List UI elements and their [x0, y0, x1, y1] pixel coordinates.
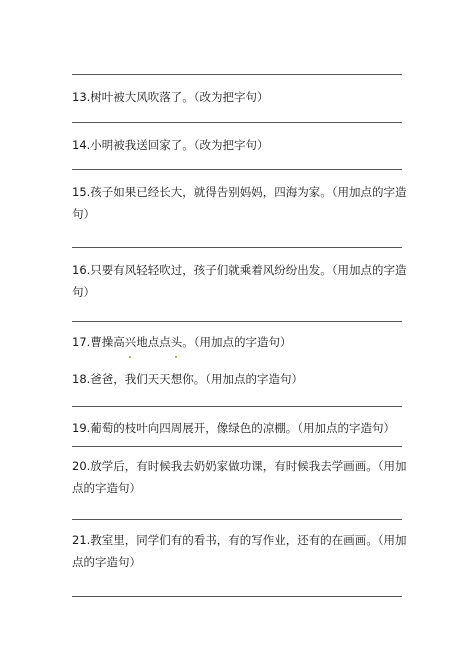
question-text: 孩子如果已经长大，就得告别妈妈，四海为家。（用加点的字造句） — [72, 185, 407, 221]
question-text: 教室里，同学们有的看书，有的写作业，还有的在画画。（用加点的字造句） — [72, 533, 407, 569]
question-text: 放学后，有时候我去奶奶家做功课，有时候我去学画画。（用加点的字造句） — [72, 459, 407, 495]
question-13 — [72, 86, 407, 108]
question-14 — [72, 134, 407, 156]
answer-line — [72, 519, 402, 520]
question-text: 爸爸，我们天天想你。（用加点的字造句） — [90, 372, 304, 386]
question-number: 18. — [72, 372, 91, 386]
answer-line — [72, 74, 402, 75]
question-15 — [72, 181, 407, 225]
emphasis-dot — [129, 356, 131, 358]
question-number: 15. — [72, 185, 91, 199]
answer-line — [72, 122, 402, 123]
question-16 — [72, 259, 407, 303]
question-number: 14. — [72, 138, 91, 152]
question-text: 小明被我送回家了。（改为把字句） — [90, 138, 269, 152]
question-number: 19. — [72, 421, 91, 435]
question-number: 16. — [72, 263, 91, 277]
answer-line — [72, 321, 402, 322]
answer-line — [72, 169, 402, 170]
answer-line — [72, 596, 402, 597]
answer-line — [72, 406, 402, 407]
question-text: 树叶被大风吹落了。（改为把字句） — [90, 90, 269, 104]
question-text: 曹操高兴地点点头。（用加点的字造句） — [90, 335, 292, 349]
question-number: 20. — [72, 459, 91, 473]
answer-line — [72, 446, 402, 447]
question-number: 21. — [72, 533, 91, 547]
question-text: 葡萄的枝叶向四周展开，像绿色的凉棚。（用加点的字造句） — [90, 421, 396, 435]
question-19 — [72, 417, 407, 439]
question-18 — [72, 368, 407, 390]
question-20 — [72, 455, 407, 499]
question-number: 13. — [72, 90, 91, 104]
question-text: 只要有风轻轻吹过，孩子们就乘着风纷纷出发。（用加点的字造句） — [72, 263, 407, 299]
question-17 — [72, 331, 407, 353]
emphasis-dot — [175, 356, 177, 358]
question-number: 17. — [72, 335, 91, 349]
answer-line — [72, 247, 402, 248]
question-21 — [72, 529, 407, 573]
